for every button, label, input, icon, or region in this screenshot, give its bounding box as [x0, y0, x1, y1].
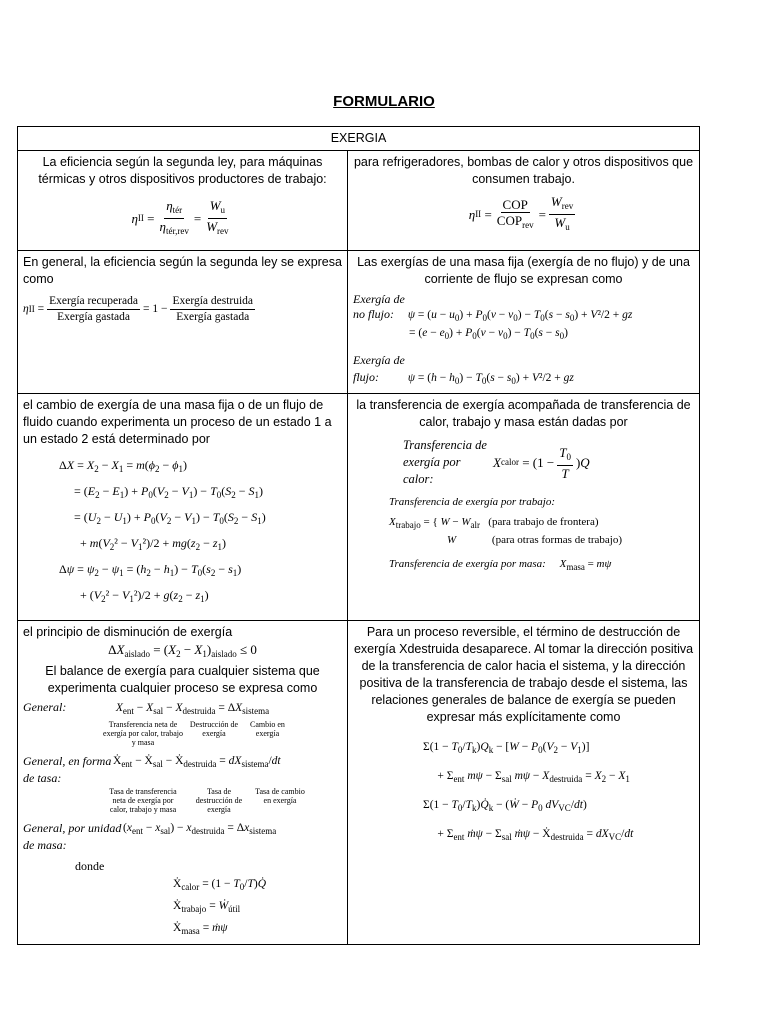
rate-transfer-note: Tasa de transferencia neta de exergía por calor, trabajo y masa — [109, 787, 177, 814]
cell-text: el principio de disminución de exergía — [23, 625, 233, 639]
cell-text: La eficiencia según la segunda ley, para máquinas térmicas y otros dispositivos productores de trabajo: — [38, 155, 327, 186]
formula-balance-unit-mass: General, por unidad de masa: $(x_{ent} - x_{sal}) - x_{destruida} = \Delta x_{sistema}$ — [23, 821, 277, 852]
other-work-label: (para otras formas de trabajo) — [491, 534, 623, 546]
page-title: FORMULARIO — [333, 93, 435, 110]
exergy-noflow-label: Exergía de no flujo: — [353, 292, 405, 321]
cell-text: Para un proceso reversible, el término de destrucción de exergía Xdestruida desaparece. Al tomar la dirección positiva de la transferencia de calor hacia el sistema, y la dirección positiva de la transferencia de trabajo desde el sistema, las relaciones generales de balance de exergía se pueden expresar más explícitamente como — [353, 625, 694, 724]
cell-text: para refrigeradores, bombas de calor y otros dispositivos que consumen trabajo. — [353, 155, 694, 186]
formula-exergy-decrease: $\Delta X_{aislado} = (X_2 - X_1)_{aislado} \le 0$ — [108, 642, 257, 659]
cell-efficiency-general — [18, 251, 348, 394]
exergy-recovered-label: Exergía recuperada — [47, 294, 140, 310]
general-label: General: — [23, 700, 67, 714]
general-rate-label: General, en forma de tasa: — [23, 754, 112, 785]
heat-transfer-label: Transferencia de exergía por calor: — [403, 438, 487, 486]
section-header: EXERGIA — [18, 127, 700, 151]
where-label: donde — [75, 859, 105, 873]
formula-exergy-change: $\Delta X = X_2 - X_1 = m(\phi_2 - \phi_1)$ = $(E_2 - E_1) + P_0(V_2 - V_1) - T_0(S_2 - S_1)$ = $(U_2 - U_1) + P_0(V_2 - V_1) - T_0(S_2 - S_1)$ + $m(V_2^2 - V_1^2)/2 + mg(z_2 - z_1)$ $\Delta\psi = \psi_2 - \psi_1 = (h_2 - h_1) - T_0(s_2 - s_1)$ + $(V_2^2 - V_1^2)/2 + g(z_2 - z_1)$ — [59, 458, 266, 604]
cell-reversible-balance — [348, 621, 700, 945]
change-note: Cambio en exergía — [250, 720, 285, 738]
rate-destruction-note: Tasa de destrucción de exergía — [195, 787, 243, 814]
formula-eta-II-engines: η II = $\frac{\eta_{tér}}{\eta_{tér,rev}}$ = $\frac{W_u}{W_{rev}}$ — [131, 198, 229, 236]
formula-rate-definitions: Ẋ$_{calor}$ = $(1 - T_0/T)Q̇$ Ẋ$_{trabajo}$ = Ẇ$_{útil}$ Ẋ$_{masa}$ = ṁψ — [173, 878, 267, 936]
cell-exergy-transfer — [348, 394, 700, 621]
formula-exergy-noflow: Exergía de no flujo: $\psi = (u - u_0) + P_0(v - v_0) - T_0(s - s_0) + V^2/2$ + gz = $(e - e_0) + P_0(v - v_0) - T_0(s - s_0)$ — [353, 292, 633, 341]
cell-efficiency-refrigerators — [348, 151, 700, 251]
formula-eta-II-general: η II = $\frac{\text{Exergía recuperada}}{\text{Exergía gastada}}$ = 1 − $\frac{\text{Exergía destruida}}{\text{Exergía gastada}}$ — [23, 295, 254, 323]
exergy-spent-label: Exergía gastada — [57, 311, 130, 323]
formula-mass-transfer: Transferencia de exergía por masa: $X_{masa} = m\psi$ — [389, 558, 612, 572]
cell-text: la transferencia de exergía acompañada de transferencia de calor, trabajo y masa están dadas por — [356, 398, 691, 429]
formula-exergy-flow: Exergía de flujo: $\psi = (h - h_0) - T_0(s - s_0) + V^2/2$ + gz — [353, 353, 574, 386]
cell-text: el cambio de exergía de una masa fija o de un flujo de fluido cuando experimenta un proceso de un estado 1 a un estado 2 está determinado por — [23, 398, 332, 446]
work-transfer-label: Transferencia de exergía por trabajo: — [389, 496, 555, 508]
destruction-note: Destrucción de exergía — [189, 720, 239, 738]
formula-work-transfer: $X_{trabajo}$ = { $W - W_{alr}$ (para trabajo de frontera) W (para otras formas de trabajo) — [389, 516, 623, 546]
net-transfer-note: Transferencia neta de exergía por calor, trabajo y masa — [103, 720, 183, 747]
cell-text: Las exergías de una masa fija (exergía de no flujo) y de una corriente de flujo se expresan como — [357, 255, 690, 286]
exergy-flow-label: Exergía de flujo: — [353, 353, 405, 384]
cell-efficiency-heat-engines — [18, 151, 348, 251]
boundary-work-label: (para trabajo de frontera) — [488, 516, 599, 528]
balance-general-notes — [103, 720, 342, 747]
mass-transfer-label: Transferencia de exergía por masa: — [389, 558, 546, 570]
cell-exergy-change — [18, 394, 348, 621]
formula-balance-rate: General, en forma de tasa: Ẋ$_{ent}$ − Ẋ$_{sal}$ − Ẋ$_{destruida}$ = $dX_{sistema}/dt$ — [23, 754, 281, 785]
balance-rate-notes — [103, 787, 342, 814]
cell-exergy-decrease-balance — [18, 621, 348, 945]
formula-reversible-balance: $\Sigma(1 - T_0/T_k)Q_k - [W - P_0(V_2 - V_1)]$ + $\Sigma_{ent}$ $m\psi - \Sigma_{sal}$ $m\psi - X_{destruida} = X_2 - X_1$ $\Sigma(1 - T_0/T_k)Q̇_k$ − (Ẇ − $P_0$ $dV_{VC}/dt$) + $\Sigma_{ent}$ ṁψ − $\Sigma_{sal}$ ṁψ − Ẋ$_{destruida}$ = $dX_{VC}/dt$ — [423, 741, 634, 842]
cell-text: El balance de exergía para cualquier sistema que experimenta cualquier proceso se expresa como — [45, 664, 320, 695]
formula-eta-II-refrigerators: η II = $\frac{\text{COP}}{COP_{rev}}$ = $\frac{W_{rev}}{W_u}$ — [468, 194, 574, 232]
exergy-destroyed-label: Exergía destruida — [170, 294, 255, 310]
formula-balance-general: General: $X_{ent} - X_{sal} - X_{destruida} = \Delta X_{sistema}$ — [23, 700, 270, 716]
formula-table — [17, 126, 700, 945]
exergy-spent-label: Exergía gastada — [176, 311, 250, 323]
rate-change-note: Tasa de cambio en exergía — [255, 787, 305, 805]
formula-heat-transfer: Transferencia de exergía por calor: X calor = (1 − $\frac{T_0}{T}$ ) Q — [403, 438, 590, 486]
cell-text: En general, la eficiencia según la segunda ley se expresa como — [23, 255, 342, 286]
cell-exergy-fixed-mass-flow — [348, 251, 700, 394]
general-unit-label: General, por unidad de masa: — [23, 821, 122, 852]
